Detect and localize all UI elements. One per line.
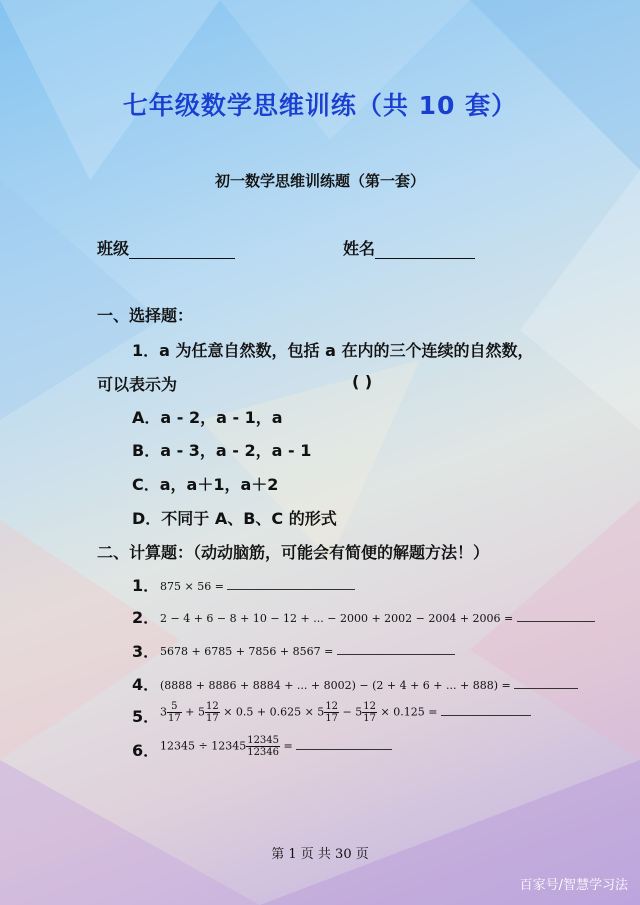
watermark: 百家号/智慧学习法: [519, 878, 628, 893]
class-label: 班级: [97, 239, 130, 258]
q5-op2: − 5: [342, 705, 363, 719]
answer-blank-5: [441, 705, 531, 716]
calc-question-6: [160, 735, 392, 758]
fraction-e: $\frac{12345}{12346}$: [247, 735, 280, 758]
answer-bracket: ( ): [352, 372, 373, 391]
fraction-d: $\frac{12}{17}$: [363, 701, 376, 724]
answer-blank-2: [517, 611, 595, 622]
calc-number-2: 2．: [132, 608, 160, 627]
calc-number-4: 4．: [132, 675, 160, 694]
fraction-c: $\frac{12}{17}$: [325, 701, 339, 724]
document-title: 七年级数学思维训练（共 10 套）: [122, 91, 518, 120]
fraction-a: $\frac{5}{17}$: [168, 701, 181, 724]
answer-blank-1: [227, 579, 355, 590]
answer-blank-4: [514, 678, 578, 689]
q5-op1: + 5: [185, 705, 205, 719]
q5-mid: × 0.5 + 0.625 × 5: [223, 705, 325, 719]
calc-expression-1: 875 × 56 =: [160, 580, 224, 593]
option-c: C．a，a＋1，a＋2: [132, 475, 279, 494]
calc-question-1: [160, 579, 355, 593]
option-b: B．a - 3，a - 2，a - 1: [132, 441, 312, 460]
section2-heading: 二、计算题：（动动脑筋，可能会有简便的解题方法！）: [97, 543, 490, 562]
worksheet-subtitle: 初一数学思维训练题（第一套）: [214, 172, 425, 190]
answer-blank-3: [337, 644, 455, 655]
name-field: [343, 236, 475, 259]
q5-tail: × 0.125 =: [380, 705, 438, 719]
class-blank: [129, 244, 235, 259]
section1-heading: 一、选择题：: [97, 306, 194, 325]
fraction-b: $\frac{12}{17}$: [205, 701, 219, 724]
q6-pre: 12345 ÷ 12345: [160, 739, 247, 753]
calc-number-6: 6．: [132, 741, 160, 760]
option-a: A．a - 2，a - 1，a: [132, 408, 283, 427]
page-footer: 第 1 页 共 30 页: [271, 847, 369, 862]
name-label: 姓名: [343, 239, 376, 258]
question1-line1: 1．a 为任意自然数，包括 a 在内的三个连续的自然数，: [132, 341, 534, 360]
calc-expression-4: (8888 + 8886 + 8884 + ... + 8002) − (2 + 4 + 6 + ... + 888) =: [160, 679, 511, 692]
calc-question-2: [160, 611, 595, 625]
calc-question-4: [160, 678, 578, 692]
class-field: [97, 236, 235, 259]
calc-question-3: [160, 644, 455, 658]
calc-expression-2: 2 − 4 + 6 − 8 + 10 − 12 + ... − 2000 + 2002 − 2004 + 2006 =: [160, 612, 514, 625]
answer-blank-6: [296, 739, 392, 750]
calc-question-5: [160, 701, 531, 724]
calc-number-5: 5．: [132, 707, 160, 726]
q6-tail: =: [283, 739, 293, 753]
name-blank: [375, 244, 475, 259]
question1-line2: 可以表示为: [97, 375, 178, 394]
option-d: D．不同于 A、B、C 的形式: [132, 509, 337, 528]
q5-whole-a: 3: [160, 705, 167, 719]
calc-number-1: 1．: [132, 576, 160, 595]
calc-number-3: 3．: [132, 642, 160, 661]
calc-expression-3: 5678 + 6785 + 7856 + 8567 =: [160, 645, 334, 658]
